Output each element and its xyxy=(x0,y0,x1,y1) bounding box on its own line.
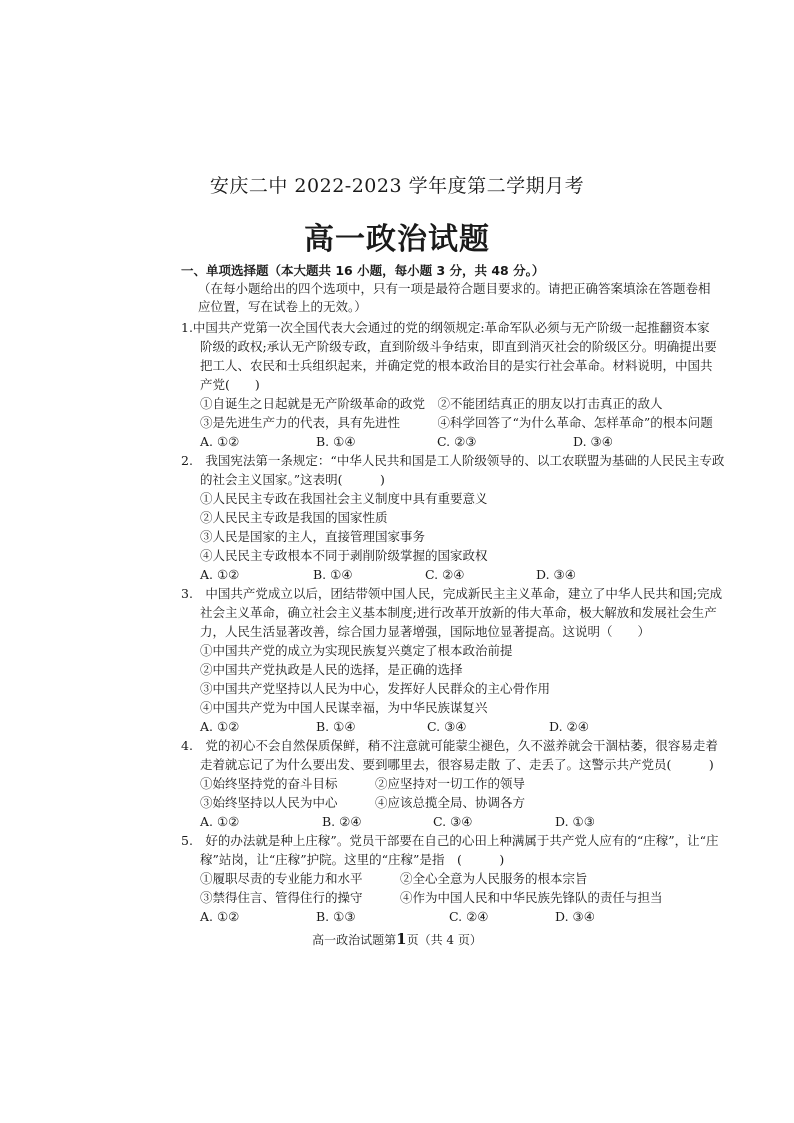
page-footer xyxy=(0,930,794,948)
question-4-option-b[interactable]: B. ②④ xyxy=(322,814,362,829)
footer-suffix: 页（共 4 页） xyxy=(406,933,482,947)
question-3-statement: ③中国共产党坚持以人民为中心，发挥好人民群众的主心骨作用 xyxy=(200,681,551,696)
question-3-stem: 社会主义革命，确立社会主义基本制度;进行改革开放新的伟大革命，极大解放和发展社会生产 xyxy=(200,605,717,620)
school-exam-header: 安庆二中 2022-2023 学年度第二学期月考 xyxy=(209,175,585,197)
question-3-statement: ④中国共产党为中国人民谋幸福，为中华民族谋复兴 xyxy=(200,700,488,715)
question-1-statement: ③是先进生产力的代表，具有先进性 ④科学回答了“为什么革命、怎样革命”的根本问题 xyxy=(200,415,713,430)
question-2-statement: ①人民民主专政在我国社会主义制度中具有重要意义 xyxy=(200,491,488,506)
question-2-option-d[interactable]: D. ③④ xyxy=(536,567,576,582)
question-1-stem: 产党( ) xyxy=(200,377,260,392)
question-3-statement: ②中国共产党执政是人民的选择，是正确的选择 xyxy=(200,662,463,677)
question-2-option-c[interactable]: C. ②④ xyxy=(425,567,465,582)
question-2-option-a[interactable]: A. ①② xyxy=(200,567,240,582)
question-2-statement: ④人民民主专政根本不同于剥削阶级掌握的国家政权 xyxy=(200,548,488,563)
question-4-stem: 走着就忘记了为什么要出发、要到哪里去，很容易走散 了、走丢了。这警示共产党员( ) xyxy=(200,757,714,772)
question-3-option-b[interactable]: B. ①④ xyxy=(316,719,356,734)
question-1-statement: ①自诞生之日起就是无产阶级革命的政党 ②不能团结真正的朋友以打击真正的敌人 xyxy=(200,396,663,411)
question-3-stem: 力，人民生活显著改善，综合国力显著增强，国际地位显著提高。这说明（ ） xyxy=(200,624,651,639)
question-1-option-a[interactable]: A. ①② xyxy=(200,434,240,449)
question-1-stem: 阶级的政权;承认无产阶级专政，直到阶级斗争结束，即直到消灭社会的阶级区分。明确提出要 xyxy=(200,339,717,354)
question-1-option-c[interactable]: C. ②③ xyxy=(437,434,477,449)
question-4-option-a[interactable]: A. ①② xyxy=(200,814,240,829)
question-2-option-b[interactable]: B. ①④ xyxy=(313,567,353,582)
question-2-stem: 2. 我国宪法第一条规定：“中华人民共和国是工人阶级领导的、以工农联盟为基础的人民民主专政 xyxy=(181,453,725,468)
question-2-stem: 的社会主义国家。”这表明( ) xyxy=(200,472,385,487)
question-3-statement: ①中国共产党的成立为实现民族复兴奠定了根本政治前提 xyxy=(200,643,513,658)
question-5-option-d[interactable]: D. ③④ xyxy=(555,909,595,924)
question-3-option-d[interactable]: D. ②④ xyxy=(549,719,589,734)
question-4-statement: ③始终坚持以人民为中心 ④应该总揽全局、协调各方 xyxy=(200,795,526,810)
question-3-stem: 3. 中国共产党成立以后，团结带领中国人民，完成新民主主义革命，建立了中华人民共和国;完成 xyxy=(181,586,723,601)
section-instruction: 应位置，写在试卷上的无效。） xyxy=(198,299,367,314)
footer-prefix: 高一政治试题第 xyxy=(312,933,397,947)
question-5-option-c[interactable]: C. ②④ xyxy=(449,909,489,924)
question-5-statement: ③禁得住言、管得住行的操守 ④作为中国人民和中华民族先锋队的责任与担当 xyxy=(200,890,663,905)
question-4-stem: 4. 党的初心不会自然保质保鲜，稍不注意就可能蒙尘褪色，久不滋养就会干涸枯萎，很容易走着 xyxy=(181,738,718,753)
question-2-statement: ③人民是国家的主人，直接管理国家事务 xyxy=(200,529,426,544)
question-3-option-a[interactable]: A. ①② xyxy=(200,719,240,734)
question-1-stem: 1.中国共产党第一次全国代表大会通过的党的纲领规定:革命军队必须与无产阶级一起推翻资本家 xyxy=(181,320,710,335)
question-4-option-c[interactable]: C. ③④ xyxy=(433,814,473,829)
question-4-statement: ①始终坚持党的奋斗目标 ②应坚持对一切工作的领导 xyxy=(200,776,526,791)
question-1-stem: 把工人、农民和士兵组织起来，并确定党的根本政治目的是实行社会革命。材料说明，中国共 xyxy=(200,358,713,373)
exam-title: 高一政治试题 xyxy=(304,222,490,257)
section-instruction: （在每小题给出的四个选项中，只有一项是最符合题目要求的。请把正确答案填涂在答题卷相 xyxy=(198,281,711,296)
question-3-option-c[interactable]: C. ③④ xyxy=(427,719,467,734)
question-5-option-a[interactable]: A. ①② xyxy=(200,909,240,924)
question-5-option-b[interactable]: B. ①③ xyxy=(316,909,356,924)
question-1-option-b[interactable]: B. ①④ xyxy=(316,434,356,449)
section-heading: 一、单项选择题（本大题共 16 小题，每小题 3 分，共 48 分。） xyxy=(181,263,545,278)
question-2-statement: ②人民民主专政是我国的国家性质 xyxy=(200,510,388,525)
question-5-stem: 5. 好的办法就是种上庄稼”。党员干部要在自己的心田上种满属于共产党人应有的“庄稼”，让“庄 xyxy=(181,833,719,848)
page-number: 1 xyxy=(396,930,407,948)
question-5-stem: 稼”站岗，让“庄稼”护院。这里的“庄稼”是指 ( ) xyxy=(200,852,505,867)
question-5-statement: ①履职尽责的专业能力和水平 ②全心全意为人民服务的根本宗旨 xyxy=(200,871,588,886)
question-4-option-d[interactable]: D. ①③ xyxy=(555,814,595,829)
question-1-option-d[interactable]: D. ③④ xyxy=(573,434,613,449)
